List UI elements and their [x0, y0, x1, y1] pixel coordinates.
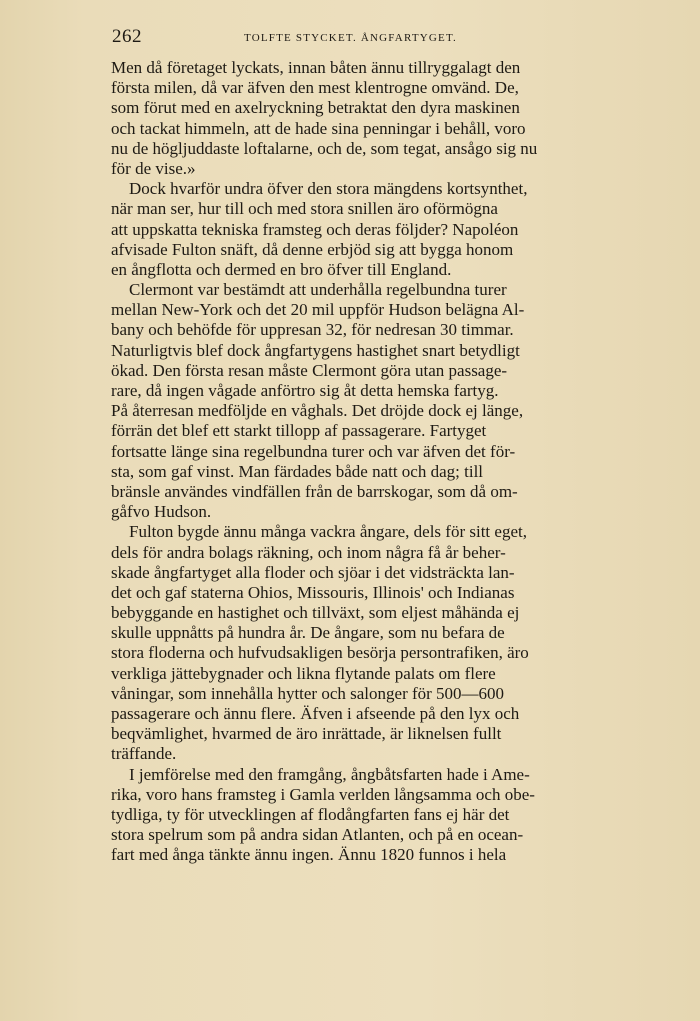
running-head: TOLFTE STYCKET. ÅNGFARTYGET. [244, 32, 458, 44]
text-line: Fulton bygde ännu många vackra ångare, dels för sitt eget, [129, 522, 527, 542]
text-line: verkliga jättebygnader och likna flytande palats om flere [111, 663, 496, 683]
text-line: en ångflotta och dermed en bro öfver till England. [111, 259, 452, 279]
text-line: träffande. [111, 744, 177, 764]
text-line: tydliga, ty för utvecklingen af flodångfarten fans ej här det [111, 804, 510, 824]
page-header [112, 26, 552, 52]
text-line: bany och behöfde för uppresan 32, för nedresan 30 timmar. [111, 320, 514, 340]
text-line: mellan New-York och det 20 mil uppför Hudson belägna Al- [111, 300, 525, 320]
text-line: sta, som gaf vinst. Man färdades både natt och dag; till [111, 461, 484, 481]
text-line: Naturligtvis blef dock ångfartygens hastighet snart betydligt [111, 340, 520, 360]
text-line: stora spelrum som på andra sidan Atlanten, och på en ocean- [111, 825, 524, 845]
text-line: förrän det blef ett starkt tillopp af passagerare. Fartyget [111, 421, 487, 441]
text-line: stora floderna och hufvudsakligen besörja persontrafiken, äro [111, 643, 529, 663]
text-line: rika, voro hans framsteg i Gamla verlden långsamma och obe- [111, 784, 535, 804]
text-line: rare, då ingen vågade anförtro sig åt detta hemska fartyg. [111, 381, 499, 400]
text-line: våningar, som innehålla hytter och salonger för 500—600 [111, 683, 505, 703]
text-line: nu de högljuddaste loftalarne, och de, som tegat, ansågo sig nu [111, 138, 538, 158]
text-line: första milen, då var äfven den mest klentrogne omvänd. De, [111, 78, 519, 98]
text-line: för de vise.» [111, 158, 196, 178]
text-line: ökad. Den första resan måste Clermont göra utan passage- [111, 360, 508, 380]
text-line: Dock hvarför undra öfver den stora mängdens kortsynthet, [129, 179, 528, 199]
text-line: och tackat himmeln, att de hade sina penningar i behåll, voro [111, 118, 526, 138]
text-line: passagerare och ännu flere. Äfven i afseende på den lyx och [111, 704, 520, 723]
text-line: gåfvo Hudson. [111, 502, 212, 522]
text-line: när man ser, hur till och med stora snillen äro oförmögna [111, 199, 498, 219]
text-line: beqvämlighet, hvarmed de äro inrättade, är liknelsen fullt [111, 724, 502, 744]
text-line: På återresan medföljde en våghals. Det dröjde dock ej länge, [111, 401, 524, 421]
text-line: att uppskatta tekniska framsteg och deras följder? Napoléon [111, 219, 519, 239]
text-line: dels för andra bolags räkning, och inom några få år beher- [111, 542, 506, 562]
text-line: Clermont var bestämdt att underhålla regelbundna turer [129, 280, 507, 300]
text-line: bränsle användes vindfällen från de barrskogar, som då om- [111, 481, 518, 501]
body-text [111, 58, 656, 866]
page-number: 262 [112, 26, 142, 47]
text-line: bebyggande en hastighet och tillväxt, som eljest måhända ej [111, 603, 520, 623]
text-line: afvisade Fulton snäft, då denne erbjöd sig att bygga honom [111, 239, 514, 259]
text-line: skulle uppnåtts på hundra år. De ångare, som nu befara de [111, 623, 505, 643]
text-line: skade ångfartyget alla floder och sjöar i det vidsträckta lan- [111, 562, 515, 582]
text-line: fart med ånga tänkte ännu ingen. Ännu 1820 funnos i hela [111, 845, 507, 865]
text-line: I jemförelse med den framgång, ångbåtsfarten hade i Ame- [129, 764, 530, 784]
text-line: fortsatte länge sina regelbundna turer och var äfven det för- [111, 441, 516, 461]
text-line: det och gaf staterna Ohios, Missouris, Illinois' och Indianas [111, 582, 515, 602]
text-line: Men då företaget lyckats, innan båten ännu tillryggalagt den [111, 58, 521, 77]
text-line: som förut med en axelryckning betraktat den dyra maskinen [111, 98, 520, 118]
